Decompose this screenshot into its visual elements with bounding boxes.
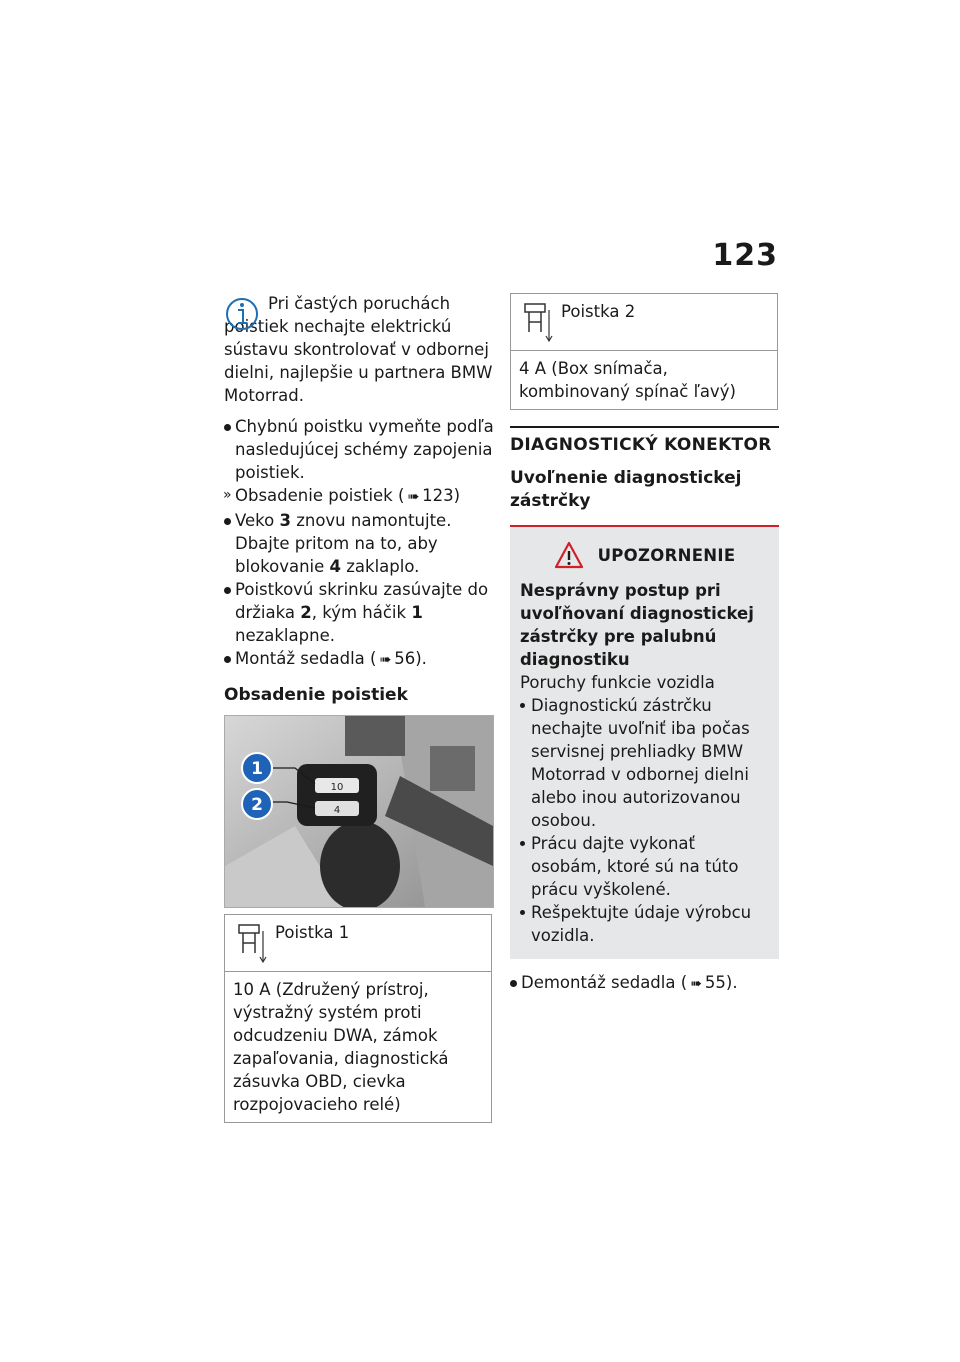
callout-2: 2 — [251, 795, 263, 815]
fuse-2-description: 4 A (Box snímača, kombinovaný spínač ľavý) — [519, 359, 736, 401]
fuse-icon — [519, 300, 555, 344]
fuse-2-title: Poistka 2 — [561, 302, 636, 321]
step-item: Montáž sedadla ( ➠ 56). — [224, 647, 494, 672]
page-ref-link[interactable]: 56 — [394, 649, 416, 668]
fuse-icon — [233, 921, 269, 965]
release-plug-heading: Uvoľnenie diagnostickej zástrčky — [510, 468, 742, 511]
section-heading: DIAGNOSTICKÝ KONEKTOR — [510, 426, 779, 457]
step-item: Chybnú poistku vymeňte podľa nasledujúcej schémy zapojenia poistiek. — [224, 415, 494, 484]
warning-item: Rešpektujte údaje výrobcu vozidla. — [520, 901, 769, 947]
fuse-1-table — [224, 914, 492, 1123]
page-ref-link[interactable]: 55 — [704, 973, 726, 992]
step-list — [224, 415, 494, 672]
result-item: » Obsadenie poistiek ( ➠ 123) — [224, 484, 494, 509]
info-note-text: Pri častých poruchách poistiek nechajte elektrickú sústavu skontrolovať v odbornej dielni, najlepšie u partnera BMW Motorrad. — [224, 294, 493, 405]
step-item: Demontáž sedadla ( ➠ 55). — [510, 971, 779, 996]
warning-item: Diagnostickú zástrčku nechajte uvoľniť iba počas servisnej prehliadky BMW Motorrad v odbornej dielni alebo inou autorizovanou osobou. — [520, 694, 769, 832]
warning-box — [510, 525, 779, 959]
page-ref-arrow-icon: ➠ — [407, 489, 420, 505]
step-item: Poistkovú skrinku zasúvajte do držiaka 2, kým háčik 1 nezaklapne. — [224, 578, 494, 647]
info-note — [224, 292, 494, 407]
page-number: 123 — [712, 238, 778, 273]
warning-headline: Nesprávny postup pri uvoľňovaní diagnostickej zástrčky pre palubnú diagnostiku — [520, 581, 754, 669]
page-ref-arrow-icon: ➠ — [379, 652, 392, 668]
fuse-mark-2: 4 — [333, 805, 341, 816]
right-column — [510, 292, 779, 996]
warning-title: UPOZORNENIE — [597, 545, 736, 565]
left-column — [224, 292, 494, 1123]
step-item: Veko 3 znovu namontujte. Dbajte pritom na to, aby blokovanie 4 zaklaplo. — [224, 509, 494, 578]
callout-1: 1 — [251, 759, 263, 779]
warning-item: Prácu dajte vykonať osobám, ktoré sú na túto prácu vyškolené. — [520, 832, 769, 901]
final-step-list — [510, 971, 779, 996]
page-ref-link[interactable]: 123 — [422, 486, 454, 505]
fuse-assignment-heading: Obsadenie poistiek — [224, 685, 408, 705]
warning-consequence: Poruchy funkcie vozidla — [520, 673, 715, 692]
page-ref-arrow-icon: ➠ — [690, 976, 702, 992]
warning-triangle-icon — [554, 541, 584, 569]
fuse-1-description: 10 A (Združený prístroj, výstražný systém proti odcudzeniu DWA, zámok zapaľovania, diagnostická zásuvka OBD, cievka rozpojovacieho relé) — [233, 980, 449, 1114]
warning-list — [520, 694, 769, 947]
fuse-2-table — [510, 293, 778, 410]
info-icon — [224, 294, 260, 334]
fuse-mark-1: 10 — [330, 782, 344, 793]
fuse-box-photo — [224, 715, 494, 908]
fuse-1-title: Poistka 1 — [275, 923, 350, 942]
